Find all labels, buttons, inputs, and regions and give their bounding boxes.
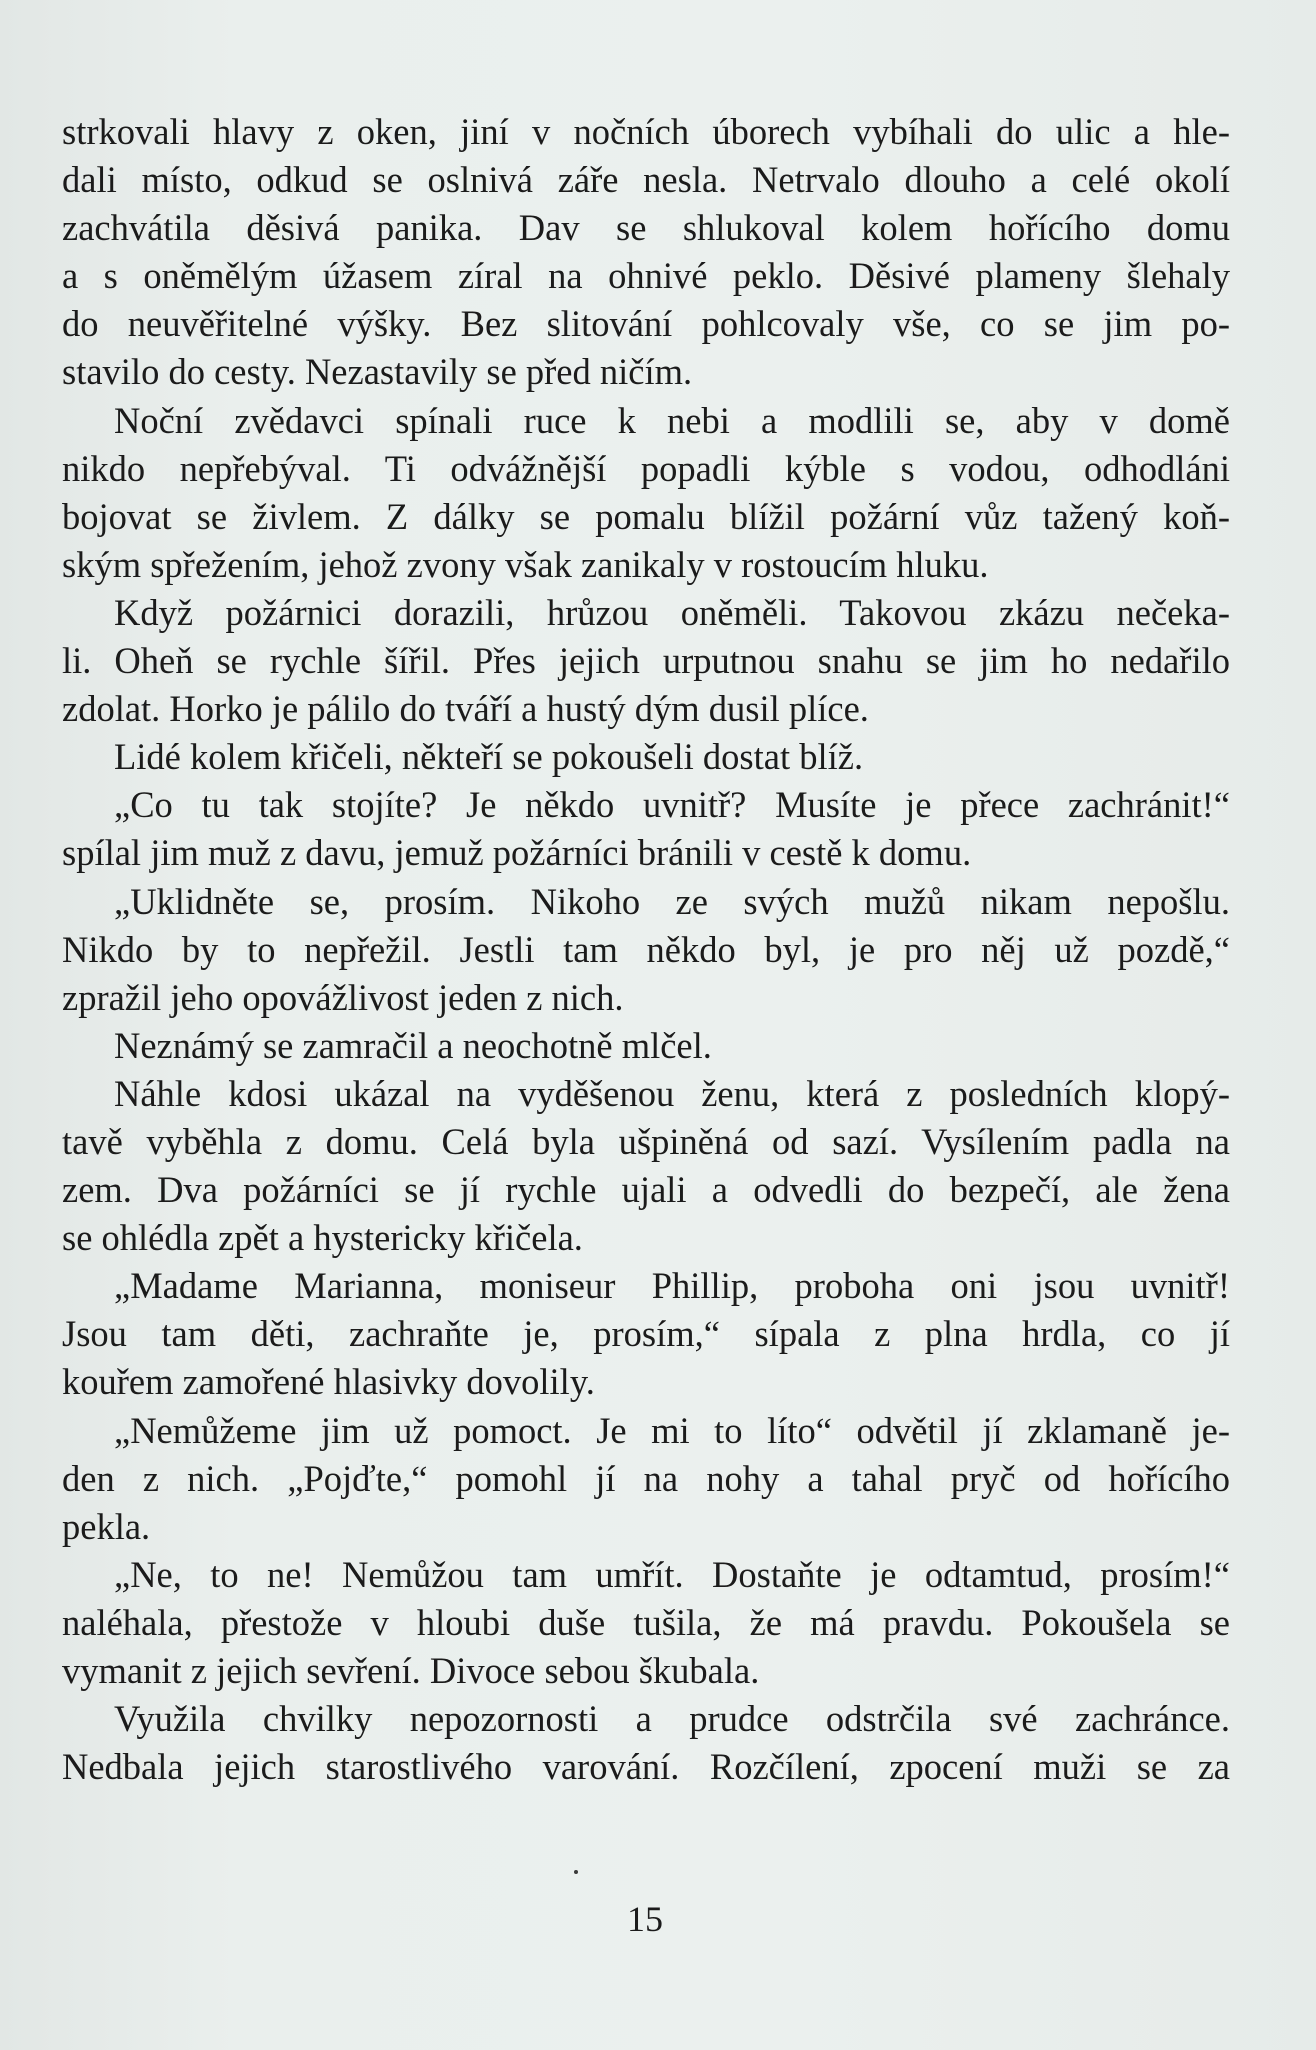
text-line: Využila chvilky nepozornosti a prudce odstrčila své zachránce. <box>114 1698 1230 1740</box>
page-number: 15 <box>627 1899 663 1939</box>
text-line: „Co tu tak stojíte? Je někdo uvnitř? Musíte je přece zachránit!“ <box>114 784 1230 826</box>
text-line: do neuvěřitelné výšky. Bez slitování pohlcovaly vše, co se jim po- <box>62 303 1230 345</box>
text-line: Lidé kolem křičeli, někteří se pokoušeli dostat blíž. <box>114 736 864 778</box>
text-line: „Nemůžeme jim už pomoct. Je mi to líto“ odvětil jí zklamaně je- <box>114 1409 1230 1451</box>
text-line: stavilo do cesty. Nezastavily se před ničím. <box>62 351 693 393</box>
text-line: zachvátila děsivá panika. Dav se shlukoval kolem hořícího domu <box>62 207 1230 249</box>
text-line: zem. Dva požárníci se jí rychle ujali a odvedli do bezpečí, ale žena <box>62 1169 1230 1211</box>
text-line: spílal jim muž z davu, jemuž požárníci bránili v cestě k domu. <box>62 832 972 874</box>
text-line: „Uklidněte se, prosím. Nikoho ze svých mužů nikam nepošlu. <box>114 880 1230 922</box>
text-line: nikdo nepřebýval. Ti odvážnější popadli kýble s vodou, odhodláni <box>62 447 1230 489</box>
text-line: Nedbala jejich starostlivého varování. Rozčílení, zpocení muži se za <box>62 1746 1230 1788</box>
text-line: „Ne, to ne! Nemůžou tam umřít. Dostaňte je odtamtud, prosím!“ <box>114 1553 1230 1595</box>
text-line: zdolat. Horko je pálilo do tváří a hustý dým dusil plíce. <box>62 688 869 730</box>
text-line: se ohlédla zpět a hystericky křičela. <box>62 1217 583 1259</box>
ink-speck <box>574 1870 578 1874</box>
body-text <box>62 108 1230 1791</box>
text-line: Když požárnici dorazili, hrůzou oněměli. Takovou zkázu nečeka- <box>114 591 1230 633</box>
text-line: Neznámý se zamračil a neochotně mlčel. <box>114 1024 712 1066</box>
text-line: bojovat se živlem. Z dálky se pomalu blížil požární vůz tažený koň- <box>62 495 1230 537</box>
text-line: ským spřežením, jehož zvony však zanikaly v rostoucím hluku. <box>62 543 989 585</box>
text-line: den z nich. „Pojďte,“ pomohl jí na nohy a tahal pryč od hořícího <box>62 1457 1230 1499</box>
text-line: pekla. <box>62 1505 151 1547</box>
text-line: li. Oheň se rychle šířil. Přes jejich urputnou snahu se jim ho nedařilo <box>62 640 1230 682</box>
text-line: tavě vyběhla z domu. Celá byla ušpiněná od sazí. Vysílením padla na <box>62 1120 1230 1162</box>
text-line: „Madame Marianna, moniseur Phillip, proboha oni jsou uvnitř! <box>114 1265 1230 1307</box>
text-line: vymanit z jejich sevření. Divoce sebou škubala. <box>62 1650 760 1691</box>
text-line: Nikdo by to nepřežil. Jestli tam někdo byl, je pro něj už pozdě,“ <box>62 928 1230 970</box>
text-line: zpražil jeho opovážlivost jeden z nich. <box>62 976 624 1018</box>
text-line: Jsou tam děti, zachraňte je, prosím,“ sípala z plna hrdla, co jí <box>62 1313 1230 1355</box>
text-line: naléhala, přestože v hloubi duše tušila, že má pravdu. Pokoušela se <box>62 1601 1230 1643</box>
text-line: Náhle kdosi ukázal na vyděšenou ženu, která z posledních klopý- <box>114 1072 1230 1114</box>
text-line: dali místo, odkud se oslnivá záře nesla. Netrvalo dlouho a celé okolí <box>62 159 1230 201</box>
text-line: Noční zvědavci spínali ruce k nebi a modlili se, aby v domě <box>114 399 1230 441</box>
text-line: strkovali hlavy z oken, jiní v nočních úborech vybíhali do ulic a hle- <box>62 111 1230 152</box>
text-line: kouřem zamořené hlasivky dovolily. <box>62 1361 595 1403</box>
text-line: a s oněmělým úžasem zíral na ohnivé peklo. Děsivé plameny šlehaly <box>62 255 1230 297</box>
